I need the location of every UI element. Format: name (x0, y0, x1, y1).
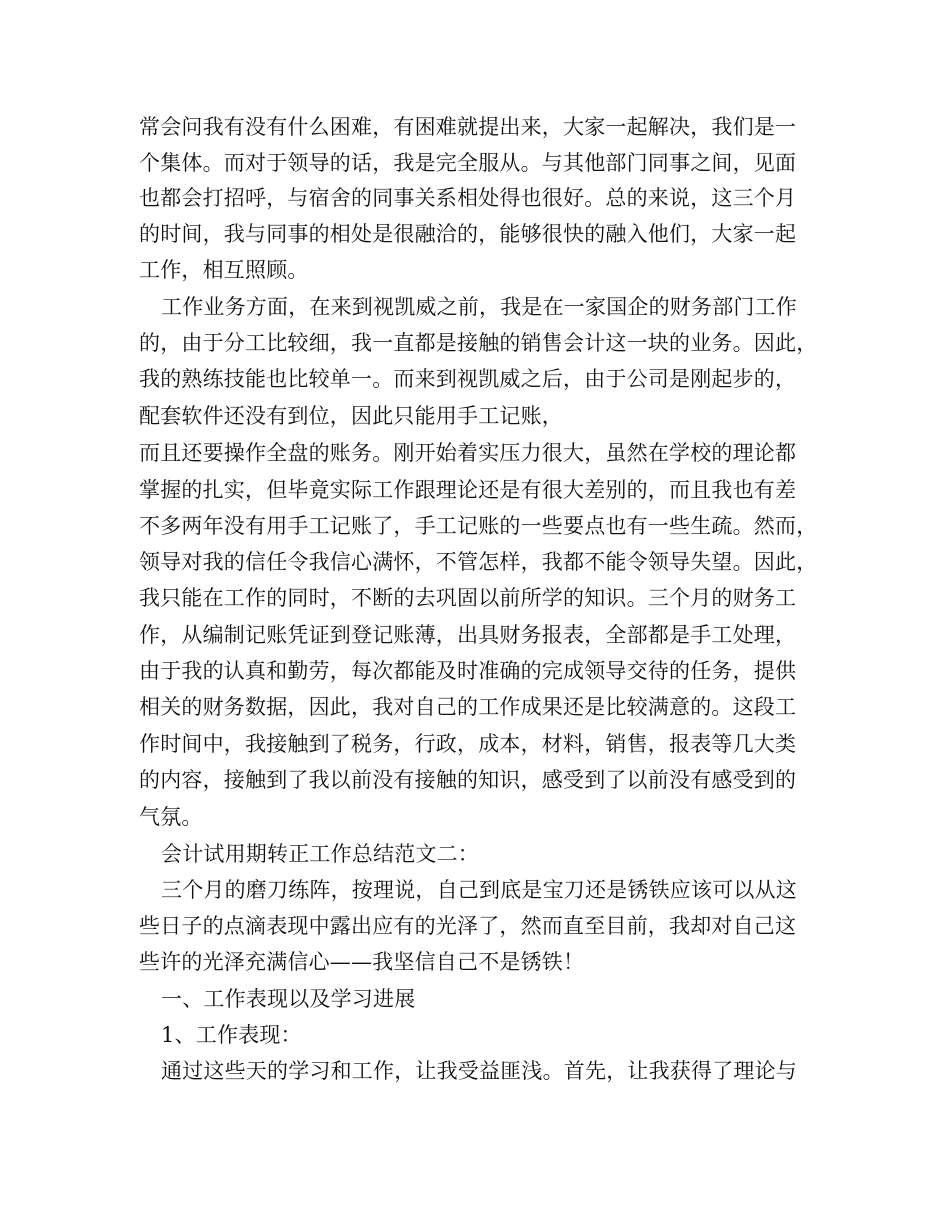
paragraph-line: 也都会打招呼，与宿舍的同事关系相处得也很好。总的来说，这三个月 (139, 186, 797, 210)
paragraph-line: 的内容，接触到了我以前没有接触的知识，感受到了以前没有感受到的 (139, 768, 797, 792)
paragraph-line: 作时间中，我接触到了税务，行政，成本，材料，销售，报表等几大类 (139, 732, 797, 756)
paragraph-line: 由于我的认真和勤劳，每次都能及时准确的完成领导交待的任务，提供 (139, 659, 797, 683)
paragraph-line: 三个月的磨刀练阵，按理说，自己到底是宝刀还是锈铁应该可以从这 (161, 878, 797, 902)
paragraph-line: 气氛。 (139, 805, 203, 829)
paragraph-line: 些日子的点滴表现中露出应有的光泽了，然而直至目前，我却对自己这 (139, 914, 797, 938)
subsection-heading: 1、工作表现： (161, 1023, 302, 1047)
paragraph-line: 而且还要操作全盘的账务。刚开始着实压力很大，虽然在学校的理论都 (139, 441, 797, 465)
section-heading: 一、工作表现以及学习进展 (161, 987, 416, 1011)
paragraph-line: 工作，相互照顾。 (139, 258, 309, 282)
paragraph-line: 通过这些天的学习和工作，让我受益匪浅。首先，让我获得了理论与 (161, 1059, 797, 1083)
paragraph-line: 相关的财务数据，因此，我对自己的工作成果还是比较满意的。这段工 (139, 695, 797, 719)
paragraph-line: 些许的光泽充满信心——我坚信自己不是锈铁！ (139, 950, 585, 974)
paragraph-line: 常会问我有没有什么困难，有困难就提出来，大家一起解决，我们是一 (139, 115, 797, 139)
paragraph-line: 我的熟练技能也比较单一。而来到视凯威之后，由于公司是刚起步的， (139, 367, 797, 391)
section-heading: 会计试用期转正工作总结范文二： (161, 842, 479, 866)
paragraph-line: 工作业务方面，在来到视凯威之前，我是在一家国企的财务部门工作 (161, 295, 797, 319)
paragraph-line: 的，由于分工比较细，我一直都是接触的销售会计这一块的业务。因此， (139, 331, 818, 355)
paragraph-line: 不多两年没有用手工记账了，手工记账的一些要点也有一些生疏。然而， (139, 514, 818, 538)
paragraph-line: 的时间，我与同事的相处是很融洽的，能够很快的融入他们，大家一起 (139, 222, 797, 246)
paragraph-line: 作，从编制记账凭证到登记账薄，出具财务报表，全部都是手工处理， (139, 623, 797, 647)
paragraph-line: 个集体。而对于领导的话，我是完全服从。与其他部门同事之间，见面 (139, 151, 797, 175)
paragraph-line: 领导对我的信任令我信心满怀，不管怎样，我都不能令领导失望。因此， (139, 550, 818, 574)
paragraph-line: 我只能在工作的同时，不断的去巩固以前所学的知识。三个月的财务工 (139, 586, 797, 610)
paragraph-line: 配套软件还没有到位，因此只能用手工记账， (139, 404, 563, 428)
paragraph-line: 掌握的扎实，但毕竟实际工作跟理论还是有很大差别的，而且我也有差 (139, 478, 797, 502)
